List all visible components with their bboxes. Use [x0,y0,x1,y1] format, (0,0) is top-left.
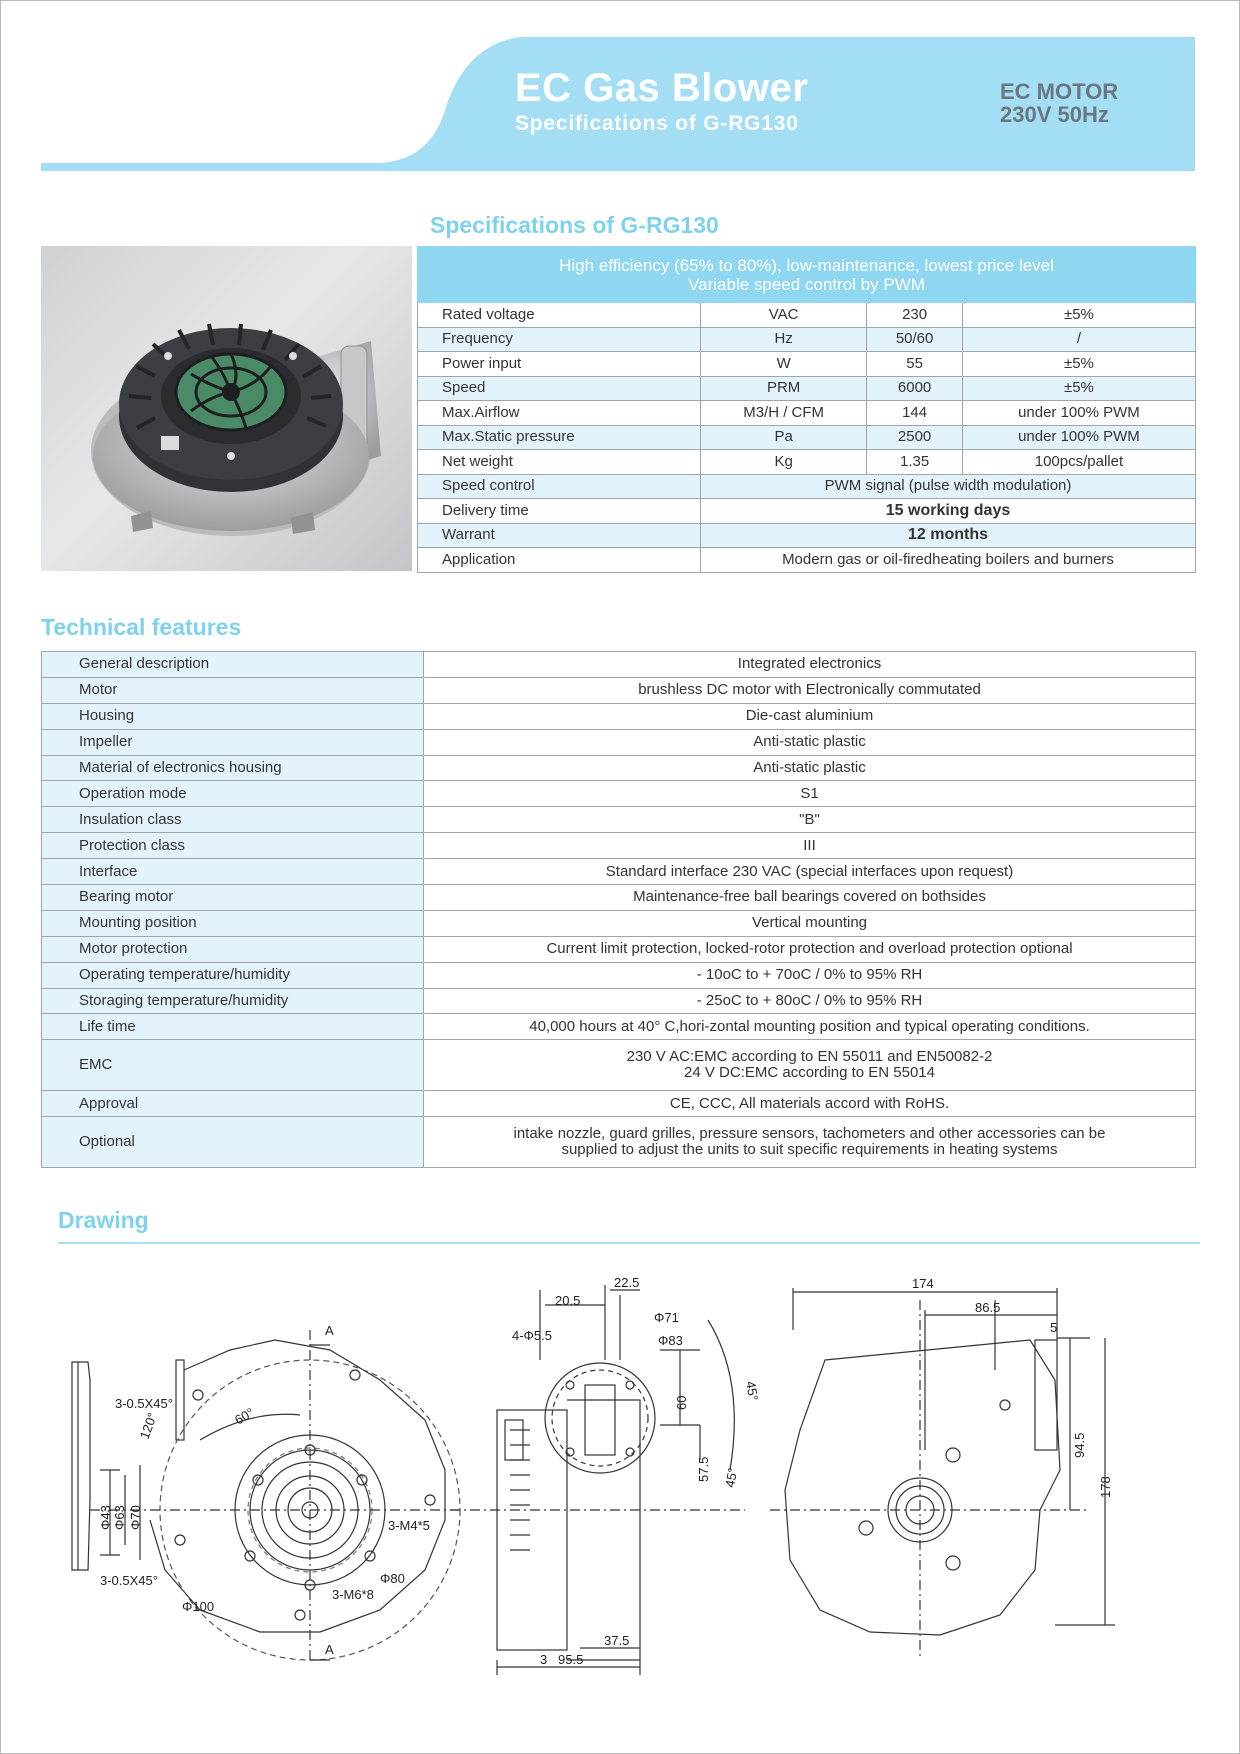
feature-key: Impeller [42,729,424,755]
spec-note: / [962,327,1195,352]
banner-subtitle: Specifications of G-RG130 [515,112,799,135]
table-row [42,936,1196,962]
feature-key: Operation mode [42,781,424,807]
spec-note: ±5% [962,376,1195,401]
spec-value: PWM signal (pulse width modulation) [701,474,1196,499]
feature-value: brushless DC motor with Electronically commutated [424,677,1196,703]
feature-value-line: 230 V AC:EMC according to EN 55011 and EN50082-2 [626,1048,993,1066]
spec-headline-1: High efficiency (65% to 80%), low-maintenance, lowest price level [559,255,1054,275]
dimension-label: 60 [674,1395,689,1410]
spec-value: 55 [867,352,963,377]
spec-unit: M3/H / CFM [701,401,867,426]
motor-line-2: 230V 50Hz [1000,102,1109,127]
spec-row [418,327,1196,352]
spec-row [418,450,1196,475]
dimension-label: 94.5 [1072,1432,1087,1458]
angle-label: 60° [232,1404,257,1428]
spec-row [418,548,1196,573]
spec-value: Modern gas or oil-firedheating boilers and burners [701,548,1196,573]
feature-key: Interface [42,859,424,885]
feature-key: Operating temperature/humidity [42,962,424,988]
feature-value: S1 [424,781,1196,807]
spec-name: Delivery time [418,499,701,524]
diameter-label: Φ71 [654,1310,679,1325]
spec-name: Net weight [418,450,701,475]
spec-value: 15 working days [701,499,1196,524]
drawing-section-title: Drawing [58,1207,149,1233]
spec-name: Frequency [418,327,701,352]
feature-value: Current limit protection, locked-rotor protection and overload protection optional [424,936,1196,962]
feature-value: Anti-static plastic [424,729,1196,755]
thread-label: 3-M4*5 [388,1518,430,1533]
feature-key: Housing [42,703,424,729]
table-row [42,703,1196,729]
feature-value: 40,000 hours at 40° C,hori-zontal mounting position and typical operating conditions. [424,1014,1196,1040]
table-row [42,807,1196,833]
spec-row [418,352,1196,377]
spec-row [418,376,1196,401]
spec-section-title: Specifications of G-RG130 [430,212,719,238]
feature-key: Material of electronics housing [42,755,424,781]
dimension-label: 178 [1098,1476,1113,1498]
feature-value: - 10oC to + 70oC / 0% to 95% RH [424,962,1196,988]
feature-key: Protection class [42,833,424,859]
banner-title: EC Gas Blower [515,66,809,110]
spec-unit: VAC [701,303,867,328]
feature-key: Optional [42,1117,424,1168]
technical-drawing [41,1260,1201,1690]
spec-note: ±5% [962,352,1195,377]
feature-value: Integrated electronics [424,652,1196,678]
spec-value: 144 [867,401,963,426]
table-row [42,910,1196,936]
feature-value [424,1117,1196,1168]
feature-value: Vertical mounting [424,910,1196,936]
dimension-label: 174 [912,1276,934,1291]
spec-value: 230 [867,303,963,328]
spec-name: Application [418,548,701,573]
table-row [42,962,1196,988]
dimension-label: 5 [1050,1320,1058,1335]
feature-key: Bearing motor [42,885,424,911]
thread-label: 3-M6*8 [332,1587,374,1602]
note-number: 3 [540,1652,548,1667]
spec-name: Max.Static pressure [418,425,701,450]
feature-value [424,1040,1196,1091]
feature-key: Motor protection [42,936,424,962]
spec-unit: Hz [701,327,867,352]
table-row [42,729,1196,755]
feature-value: Die-cast aluminium [424,703,1196,729]
spec-value: 1.35 [867,450,963,475]
feature-key: Approval [42,1091,424,1117]
spec-name: Speed control [418,474,701,499]
spec-value: 50/60 [867,327,963,352]
feature-value-line: intake nozzle, guard grilles, pressure sensors, tachometers and other accessories can be [513,1125,1106,1143]
rear-view [770,1288,1115,1660]
feature-key: General description [42,652,424,678]
feature-value: "B" [424,807,1196,833]
diameter-label: Φ83 [658,1333,683,1348]
dimension-label: 20.5 [555,1293,581,1308]
feature-key: Insulation class [42,807,424,833]
product-photo [41,246,412,571]
table-row [42,859,1196,885]
table-row [42,1014,1196,1040]
chamfer-label: 3-0.5X45° [100,1573,158,1588]
table-row [42,988,1196,1014]
feature-key: EMC [42,1040,424,1091]
diameter-label: Φ80 [380,1571,405,1586]
diameter-label: Φ100 [182,1599,215,1614]
dimension-label: 95.5 [558,1652,584,1667]
dimension-label: 22.5 [614,1275,640,1290]
spec-table [417,246,1196,573]
feature-value: Standard interface 230 VAC (special interfaces upon request) [424,859,1196,885]
table-row [42,755,1196,781]
spec-unit: W [701,352,867,377]
feature-value: CE, CCC, All materials accord with RoHS. [424,1091,1196,1117]
spec-value: 12 months [701,523,1196,548]
spec-name: Warrant [418,523,701,548]
feature-value-line: supplied to adjust the units to suit specific requirements in heating systems [561,1141,1058,1159]
spec-name: Speed [418,376,701,401]
features-section-title: Technical features [41,614,242,640]
spec-row [418,425,1196,450]
feature-key: Mounting position [42,910,424,936]
feature-key: Motor [42,677,424,703]
table-row [42,1117,1196,1168]
spec-unit: PRM [701,376,867,401]
holes-label: 4-Φ5.5 [512,1328,553,1343]
spec-row [418,303,1196,328]
angle-label: 45° [743,1379,762,1402]
angle-label: 120° [136,1410,161,1442]
spec-note: under 100% PWM [962,401,1195,426]
section-marker-bottom: A [325,1642,334,1657]
front-view [72,1330,460,1660]
feature-value-line: 24 V DC:EMC according to EN 55014 [684,1064,935,1082]
feature-key: Storaging temperature/humidity [42,988,424,1014]
spec-note: 100pcs/pallet [962,450,1195,475]
feature-value: - 25oC to + 80oC / 0% to 95% RH [424,988,1196,1014]
header-banner [0,0,1240,180]
dimension-label: 37.5 [604,1633,630,1648]
spec-row [418,474,1196,499]
diameter-label: Φ70 [128,1505,143,1530]
spec-headline-2: Variable speed control by PWM [688,274,925,294]
spec-name: Power input [418,352,701,377]
diameter-label: Φ63 [112,1505,127,1530]
banner-motor-spec [1000,80,1118,126]
section-marker-top: A [325,1323,334,1338]
motor-line-1: EC MOTOR [1000,79,1119,104]
table-row [42,1091,1196,1117]
spec-row [418,523,1196,548]
table-row [42,781,1196,807]
angle-label: 45° [722,1466,741,1489]
diameter-label: Φ43 [98,1505,113,1530]
features-table [41,651,1196,1168]
table-row [42,1040,1196,1091]
table-row [42,652,1196,678]
spec-name: Max.Airflow [418,401,701,426]
table-row [42,885,1196,911]
spec-unit: Pa [701,425,867,450]
spec-value: 6000 [867,376,963,401]
blower-illustration [41,246,412,571]
spec-value: 2500 [867,425,963,450]
spec-note: ±5% [962,303,1195,328]
feature-value: III [424,833,1196,859]
spec-headline [418,247,1196,303]
spec-note: under 100% PWM [962,425,1195,450]
feature-key: Life time [42,1014,424,1040]
dimension-label: 57.5 [696,1456,711,1482]
feature-value: Maintenance-free ball bearings covered on bothsides [424,885,1196,911]
spec-row [418,499,1196,524]
dimension-label: 86.5 [975,1300,1001,1315]
spec-name: Rated voltage [418,303,701,328]
spec-row [418,401,1196,426]
chamfer-label: 3-0.5X45° [115,1396,173,1411]
table-row [42,677,1196,703]
drawing-divider [58,1242,1200,1244]
feature-value: Anti-static plastic [424,755,1196,781]
spec-unit: Kg [701,450,867,475]
table-row [42,833,1196,859]
